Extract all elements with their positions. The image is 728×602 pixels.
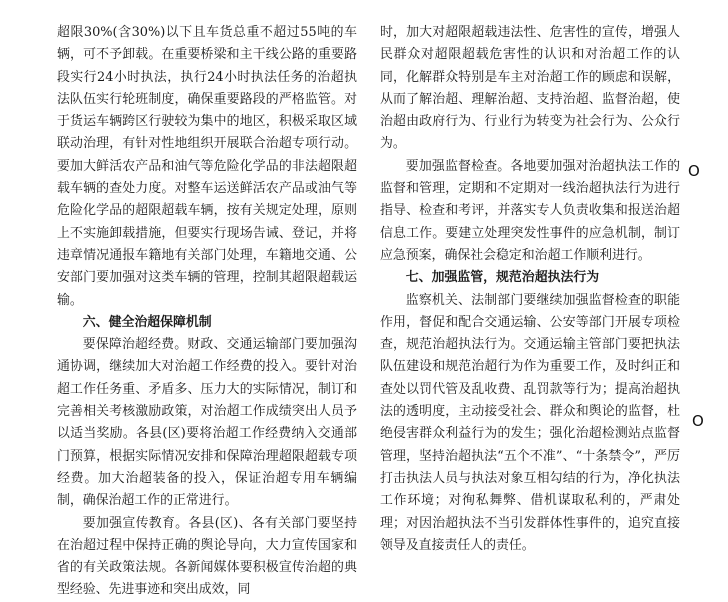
section-heading-6: 六、健全治超保障机制 bbox=[82, 314, 212, 330]
margin-mark-1: O bbox=[688, 162, 700, 180]
left-paragraph-3: 要加强宣传教育。各县(区)、各有关部门要坚持在治超过程中保持正确的舆论导向，大力宣传国家和省的有关政策法规。各新闻媒体要积极宣传治超的典型经验、先进事迹和突出成效，同 bbox=[57, 515, 357, 598]
right-paragraph-3: 监察机关、法制部门要继续加强监督检查的职能作用，督促和配合交通运输、公安等部门开展专项检查，规范治超执法行为。交通运输主管部门要把执法队伍建设和规范治超行为作为重要工作，及时纠正和查处以罚代管及乱收费、乱罚款等行为；提高治超执法的透明度，主动接受社会、群众和舆论的监督，杜绝侵害群众利益行为的发生；强化治超检测站点监督管理，坚持治超执法“五个不准”、“十条禁令”，严厉打击执法人员与执法对象互相勾结的行为，净化执法工作环境；对徇私舞弊、借机谋取私利的，严肃处理；对因治超执法不当引发群体性事件的，追究直接领导及直接责任人的责任。 bbox=[380, 292, 681, 553]
left-paragraph-1: 超限30%(含30%)以下且车货总重不超过55吨的车辆，可不予卸载。在重要桥梁和主干线公路的重要路段实行24小时执法，执行24小时执法任务的治超执法队伍实行轮班制度，确保重要路段的严格监管。对于货运车辆跨区行驶较为集中的地区，积极采取区域联动治理，有针对性地组织开展联合治超专项行动。要加大鲜活农产品和油气等危险化学品的非法超限超载车辆的查处力度。对整车运送鲜活农产品或油气等危险化学品的超限超载车辆，按有关规定处理，原则上不实施卸载措施，但要实行现场告诫、登记，并将违章情况通报车籍地有关部门处理，车籍地交通、公安部门要加强对这类车辆的管理，控制其超限超载运输。 bbox=[57, 25, 357, 308]
right-column bbox=[380, 22, 680, 557]
left-column bbox=[57, 22, 357, 602]
margin-mark-2: O bbox=[692, 412, 704, 430]
right-paragraph-1: 时，加大对超限超载违法性、危害性的宣传，增强人民群众对超限超载危害性的认识和对治超工作的认同，化解群众特别是车主对治超工作的顾虑和误解，从而了解治超、理解治超、支持治超、监督治超，使治超由政府行为、行业行为转变为社会行为、公众行为。 bbox=[380, 25, 680, 152]
right-paragraph-2: 要加强监督检查。各地要加强对治超执法工作的监督和管理，定期和不定期对一线治超执法行为进行指导、检查和考评，并落实专人负责收集和报送治超信息工作。要建立处理突发性事件的应急机制，制订应急预案，确保社会稳定和治超工作顺利进行。 bbox=[380, 158, 680, 263]
left-paragraph-2: 要保障治超经费。财政、交通运输部门要加强沟通协调，继续加大对治超工作经费的投入。要针对治超工作任务重、矛盾多、压力大的实际情况，制订和完善相关考核激励政策，对治超工作成绩突出人员予以适当奖励。各县(区)要将治超工作经费纳入交通部门预算，根据实际情况安排和保障治理超限超载专项经费。加大治超装备的投入，保证治超专用车辆编制，确保治超工作的正常进行。 bbox=[57, 337, 357, 509]
section-heading-7: 七、加强监管，规范治超执法行为 bbox=[405, 270, 600, 286]
